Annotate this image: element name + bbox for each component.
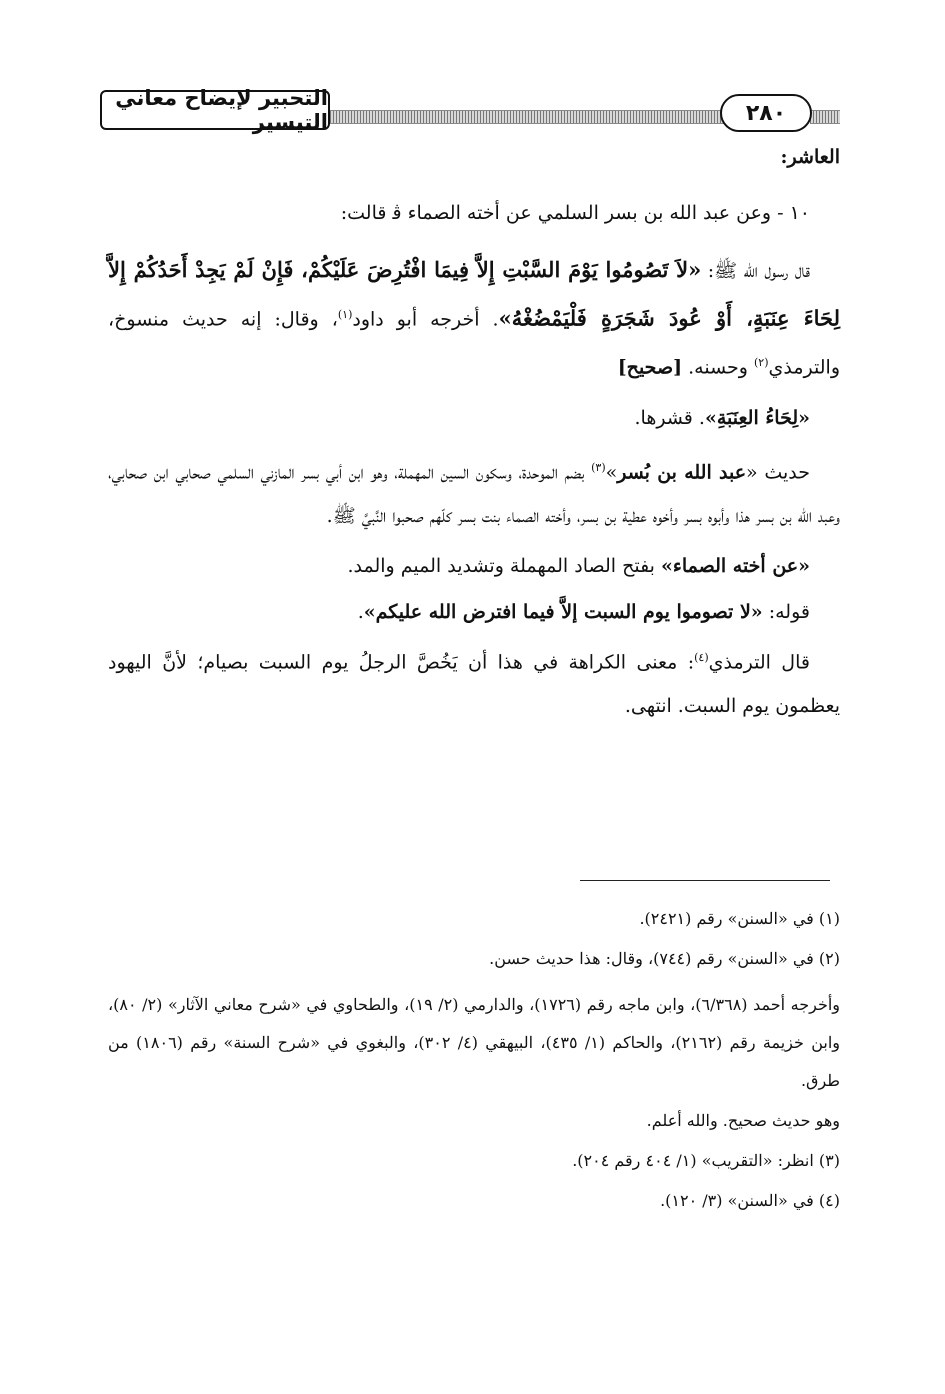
sister-paragraph (108, 544, 840, 588)
hadith-source-a: . أخرجه أبو داود (352, 308, 499, 331)
narrator-lead: حديث « (746, 460, 811, 483)
footnote-4: (٤) في «السنن» (٣/ ١٢٠). (660, 1191, 840, 1210)
tirmidhi-text: : معنى الكراهة في هذا أن يَخُصَّ الرجلُ يوم السبت بصيام؛ لأنَّ اليهود يعظمون يوم السبت. انتهى. (108, 651, 840, 718)
main-text (108, 140, 840, 728)
tirmidhi-lead: قال الترمذي (708, 651, 810, 674)
hadith-quote: «لاَ تَصُومُوا يَوْمَ السَّبْتِ إِلاَّ فِيمَا افْتُرِضَ عَلَيْكُمْ، فَإِنْ لَمْ يَجِدْ أَحَدُكُمْ إِلاَّ لِحَاءَ عِنَبَةٍ، أَوْ عُودَ شَجَرَةٍ فَلْيَمْضُغْهُ» (108, 257, 840, 331)
footnote-2-note: وهو حديث صحيح. والله أعلم. (646, 1111, 840, 1130)
gloss-term: «لِحَاءُ العِنَبَةِ» (704, 406, 810, 429)
footnote-1: (١) في «السنن» رقم (٢٤٢١). (639, 909, 840, 928)
saying-end: . (357, 600, 364, 623)
gloss-text: . قشرها. (634, 406, 705, 429)
footnote-3: (٣) انظر: «التقريب» (١/ ٤٠٤ رقم ٢٠٤). (572, 1151, 840, 1170)
narrator-close: » (605, 460, 618, 483)
narrator-name: عبد الله بن بُسر (617, 460, 747, 483)
footnote-ref-3: (٣) (591, 460, 606, 474)
footnote-divider (580, 880, 830, 881)
section-heading-text: العاشر: (780, 146, 840, 168)
hadith-intro-text: ١٠ - وعن عبد الله بن بسر السلمي عن أخته الصماء ﭬ قالت: (340, 202, 810, 224)
saying-quote: «لا تصوموا يوم السبت إلاَّ فيما افترض الله عليكم» (363, 600, 763, 623)
footnotes (108, 906, 840, 1214)
sister-text: بفتح الصاد المهملة وتشديد الميم والمد. (347, 554, 662, 577)
header-ornament-band-end (810, 110, 840, 124)
tirmidhi-paragraph (108, 636, 840, 728)
hadith-source-b: ، وقال: إنه حديث منسوخ، والترمذي (108, 308, 840, 379)
saying-lead: قوله: (762, 600, 810, 623)
page-header (100, 88, 840, 138)
saying-paragraph (108, 590, 840, 634)
header-ornament-band (330, 110, 725, 124)
footnote-ref-4: (٤) (694, 650, 709, 664)
hadith-lead: قال رسول الله ﷺ: (701, 260, 811, 282)
sister-term: «عن أخته الصماء» (661, 554, 810, 577)
footnote-ref-2: (٢) (754, 356, 769, 370)
hadith-source-c: وحسنه. (682, 356, 754, 379)
book-title: التحبير لإيضاح معاني التيسير (100, 90, 330, 130)
footnote-ref-1: (١) (337, 308, 353, 321)
narrator-paragraph (108, 446, 840, 538)
gloss-paragraph (108, 396, 840, 440)
footnote-2: (٢) في «السنن» رقم (٧٤٤)، وقال: هذا حديث حسن. (489, 949, 840, 968)
page-number: ٢٨٠ (720, 94, 812, 132)
hadith-text (108, 248, 840, 390)
footnote-2-continuation: وأخرجه أحمد (٦/٣٦٨)، وابن ماجه رقم (١٧٢٦)، والدارمي (٢/ ١٩)، والطحاوي في «شرح معاني الآثار» (٢/ ٨٠)، وابن خزيمة رقم (٢١٦٢)، والحاكم (١/ ٤٣٥)، البيهقي (٤/ ٣٠٢)، والبغوي في «شرح السنة» رقم (١٨٠٦) من طرق. (108, 995, 841, 1090)
narrator-text: بضم الموحدة، وسكون السين المهملة، وهو ابن أبي بسر المازني السلمي صحابي ابن صحابي، وعبد الله بن بسر هذا وأبوه بسر وأخوه عطية بن بسر، وأخته الصماء بنت بسر كلّهم صحبوا النَّبيَّ ﷺ. (108, 460, 840, 527)
hadith-intro (108, 196, 840, 230)
section-heading (108, 140, 840, 174)
hadith-grade: [صحيح] (617, 356, 683, 379)
